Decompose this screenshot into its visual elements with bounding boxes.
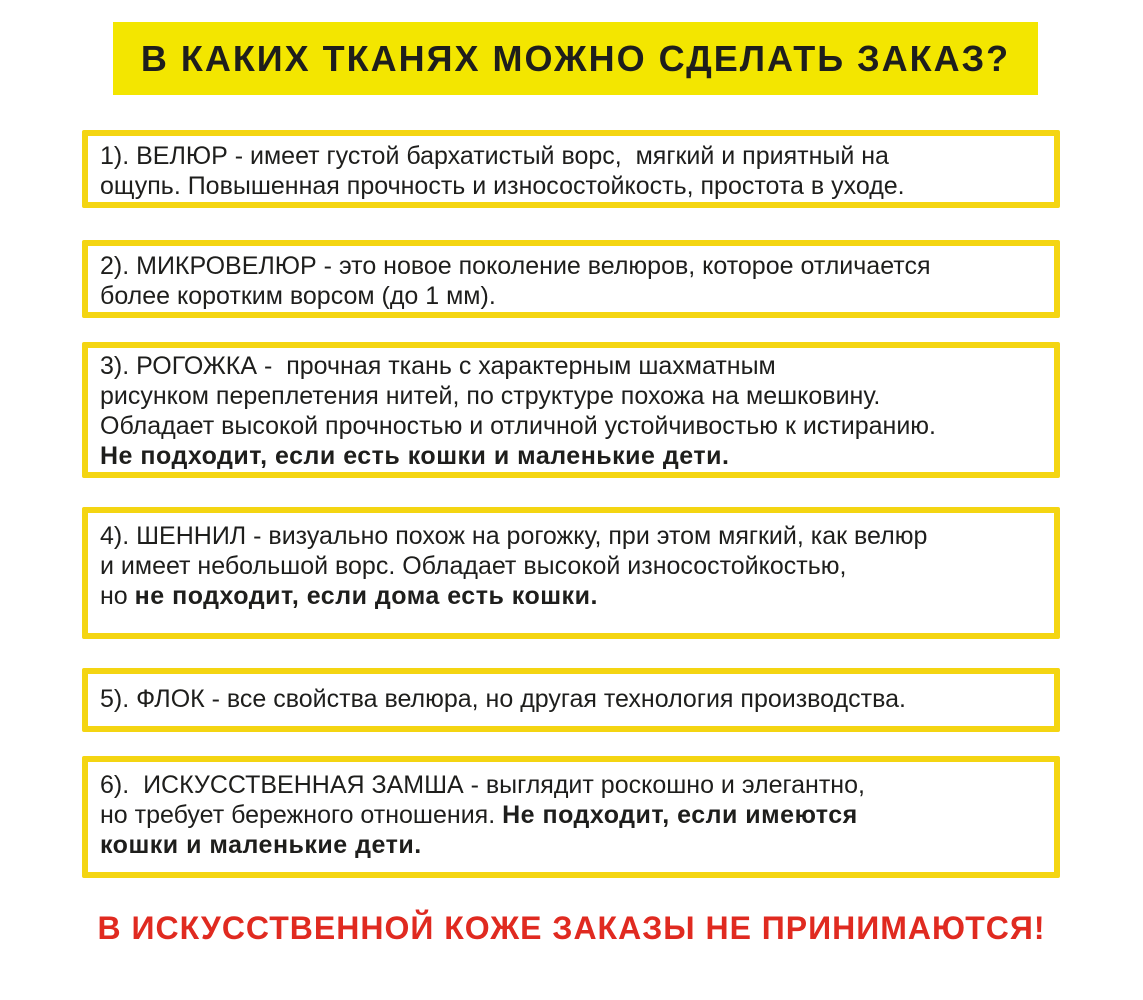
fabric-box-velour (82, 130, 1060, 208)
fabric-box-flock (82, 668, 1060, 732)
warning-text-segment: Не подходит, если есть кошки и маленькие дети. (100, 442, 730, 470)
text-line (100, 441, 1042, 471)
text-line (100, 830, 1042, 860)
text-segment: 2). МИКРОВЕЛЮР - это новое поколение велюров, которое отличается (100, 252, 931, 280)
text-segment: ощупь. Повышенная прочность и износостойкость, простота в уходе. (100, 172, 905, 200)
text-line (100, 411, 1042, 441)
text-segment: но (100, 582, 135, 610)
text-segment: 4). ШЕННИЛ - визуально похож на рогожку, при этом мягкий, как велюр (100, 522, 928, 550)
text-line (100, 770, 1042, 800)
text-line (100, 171, 1042, 201)
text-segment: 1). ВЕЛЮР - имеет густой бархатистый ворс, мягкий и приятный на (100, 142, 889, 170)
text-segment: 3). РОГОЖКА - прочная ткань с характерным шахматным (100, 352, 776, 380)
page-title: В КАКИХ ТКАНЯХ МОЖНО СДЕЛАТЬ ЗАКАЗ? (113, 22, 1038, 95)
warning-text-segment: не подходит, если дома есть кошки. (134, 582, 598, 610)
text-line (100, 381, 1042, 411)
text-line (100, 251, 1042, 281)
fabric-box-microvelour (82, 240, 1060, 318)
text-segment: более коротким ворсом (до 1 мм). (100, 282, 496, 310)
text-segment: рисунком переплетения нитей, по структуре похожа на мешковину. (100, 382, 881, 410)
warning-text-segment: кошки и маленькие дети. (100, 831, 422, 859)
text-segment: но требует бережного отношения. (100, 801, 503, 829)
text-line (100, 141, 1042, 171)
fabric-box-faux-suede (82, 756, 1060, 878)
text-segment: Обладает высокой прочностью и отличной устойчивостью к истиранию. (100, 412, 936, 440)
footer-warning: В ИСКУССТВЕННОЙ КОЖЕ ЗАКАЗЫ НЕ ПРИНИМАЮТСЯ! (97, 909, 1046, 946)
text-line (100, 551, 1042, 581)
text-segment: 5). ФЛОК - все свойства велюра, но другая технология производства. (100, 685, 906, 713)
text-line (100, 800, 1042, 830)
text-line (100, 581, 1042, 611)
fabric-box-chenille (82, 507, 1060, 639)
fabric-box-rogozhka (82, 342, 1060, 478)
text-line (100, 351, 1042, 381)
text-line (100, 684, 1042, 714)
text-segment: и имеет небольшой ворс. Обладает высокой износостойкостью, (100, 552, 847, 580)
warning-text-segment: Не подходит, если имеются (502, 801, 858, 829)
text-segment: 6). ИСКУССТВЕННАЯ ЗАМША - выглядит роскошно и элегантно, (100, 771, 865, 799)
text-line (100, 521, 1042, 551)
text-line (100, 281, 1042, 311)
